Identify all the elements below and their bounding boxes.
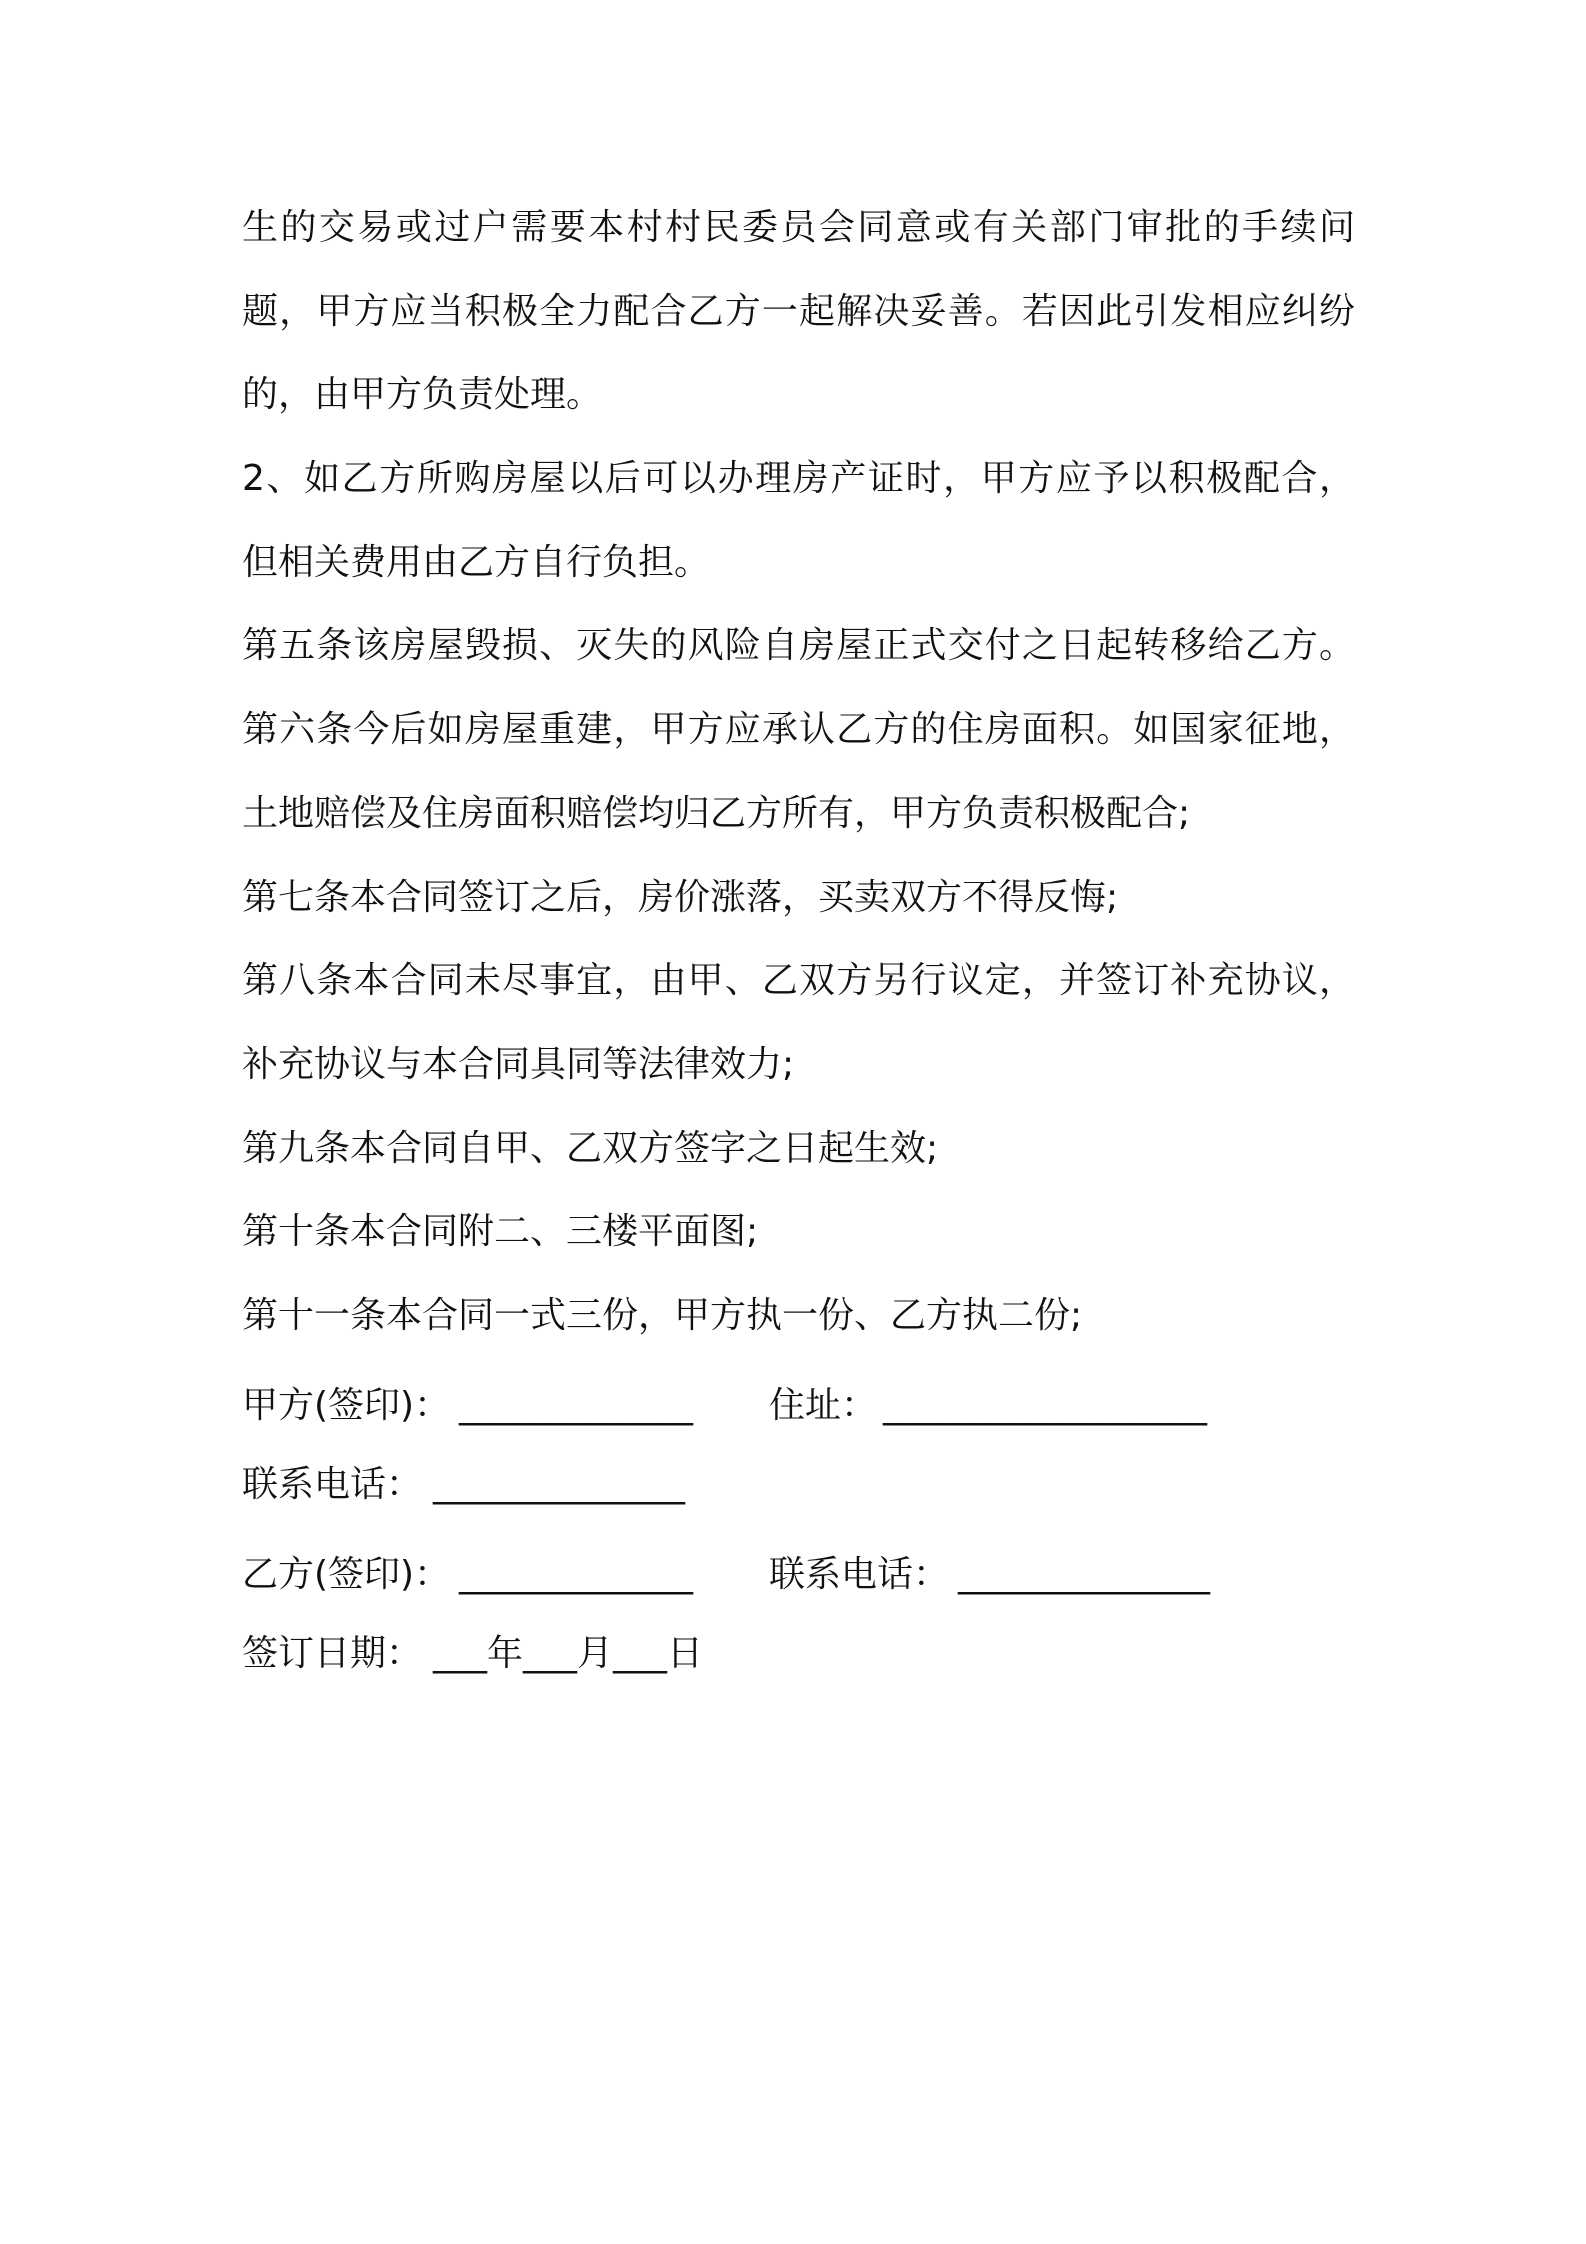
- article-6-continued: 土地赔偿及住房面积赔偿均归乙方所有，甲方负责积极配合;: [242, 792, 1191, 834]
- signature-row-date: [0, 1612, 1586, 1696]
- sign-date-label: 签订日期：: [242, 1633, 423, 1674]
- contract-line: 2、如乙方所购房屋以后可以办理房产证时，甲方应予以积极配合，: [242, 458, 1355, 500]
- address-label: 住址：: [769, 1385, 878, 1426]
- party-a-phone-label: 联系电话：: [242, 1464, 423, 1505]
- sign-date-blank: ___年___月___日: [433, 1633, 704, 1674]
- signature-row-party-a: [0, 1364, 1586, 1448]
- article-9: 第九条本合同自甲、乙双方签字之日起生效;: [242, 1127, 939, 1169]
- party-a-signature-blank: _____________: [459, 1385, 693, 1426]
- signature-row-party-a-phone: [0, 1443, 1586, 1527]
- party-b-signature-label: 乙方(签印)：: [242, 1554, 451, 1595]
- contract-line: 但相关费用由乙方自行负担。: [242, 541, 711, 583]
- party-a-phone-blank: ______________: [433, 1464, 685, 1505]
- article-8: 第八条本合同未尽事宜，由甲、乙双方另行议定，并签订补充协议，: [242, 960, 1355, 1002]
- article-7: 第七条本合同签订之后，房价涨落，买卖双方不得反悔;: [242, 876, 1119, 918]
- address-blank: __________________: [883, 1385, 1207, 1426]
- party-b-phone-blank: ______________: [958, 1554, 1210, 1595]
- party-b-phone-label: 联系电话：: [769, 1554, 950, 1595]
- contract-line: 的，由甲方负责处理。: [242, 374, 603, 416]
- contract-line: 生的交易或过户需要本村村民委员会同意或有关部门审批的手续问: [242, 207, 1355, 248]
- contract-body: [242, 186, 1355, 1358]
- contract-line: 题，甲方应当积极全力配合乙方一起解决妥善。若因此引发相应纠纷: [242, 290, 1355, 332]
- party-b-signature-blank: _____________: [459, 1554, 693, 1595]
- signature-row-party-b: [0, 1533, 1586, 1617]
- party-a-signature-label: 甲方(签印)：: [242, 1385, 451, 1426]
- article-6: 第六条今后如房屋重建，甲方应承认乙方的住房面积。如国家征地，: [242, 709, 1355, 751]
- article-8-continued: 补充协议与本合同具同等法律效力;: [242, 1043, 795, 1085]
- article-11: 第十一条本合同一式三份，甲方执一份、乙方执二份;: [242, 1294, 1083, 1336]
- article-10: 第十条本合同附二、三楼平面图;: [242, 1211, 759, 1253]
- article-5: 第五条该房屋毁损、灭失的风险自房屋正式交付之日起转移给乙方。: [242, 625, 1355, 667]
